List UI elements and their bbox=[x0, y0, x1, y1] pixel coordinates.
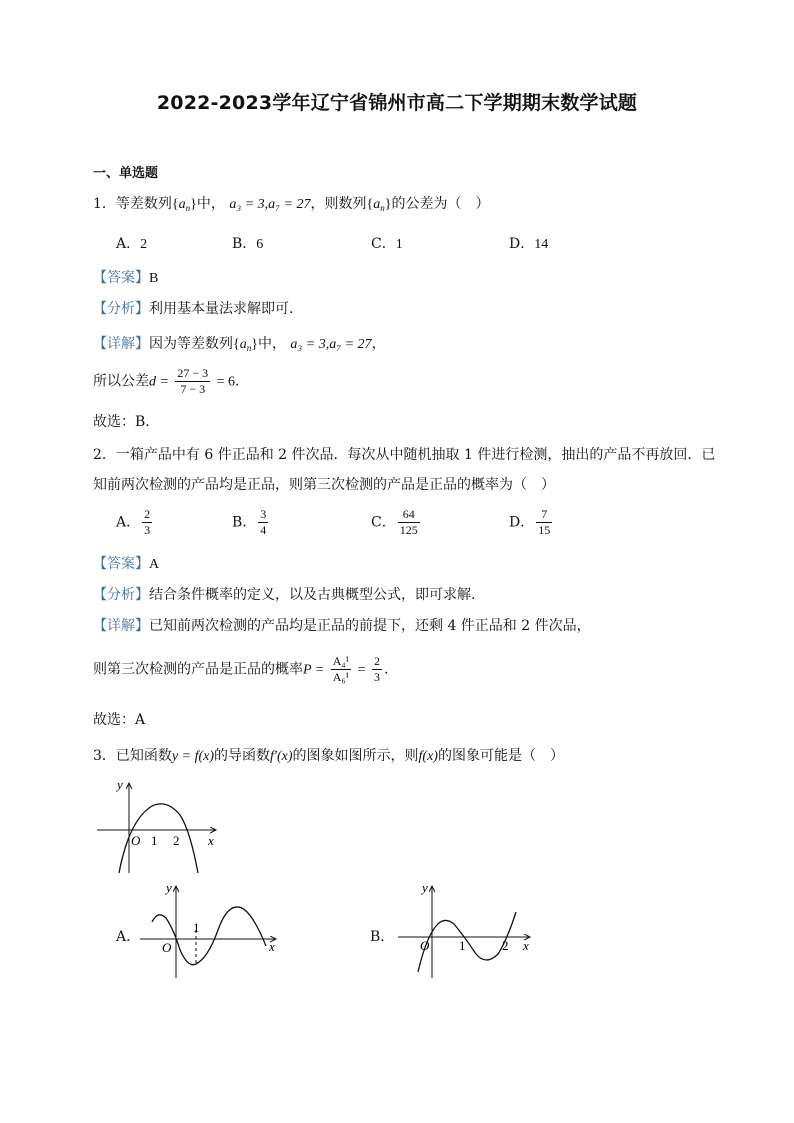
sequence-subscript: n bbox=[246, 343, 252, 353]
fraction bbox=[258, 507, 268, 538]
option-label: C． bbox=[371, 514, 396, 531]
q1-answer bbox=[93, 267, 158, 287]
fraction-denominator: 3 bbox=[144, 523, 151, 537]
derivative-graph bbox=[92, 775, 227, 875]
origin-label: O bbox=[131, 833, 141, 848]
origin-label: O bbox=[162, 940, 172, 955]
step-end: . bbox=[235, 373, 240, 390]
derivative-formula: f′(x) bbox=[270, 749, 293, 764]
q3-option-b-label: B． bbox=[370, 929, 395, 945]
y-label: y bbox=[422, 880, 428, 895]
q2-option-a bbox=[116, 507, 154, 538]
analysis-text: 利用基本量法求解即可. bbox=[149, 301, 294, 317]
condition-formula: a₃ = 3,a₇ = 27 bbox=[290, 337, 372, 352]
option-a-graph bbox=[138, 880, 283, 980]
detail-text: ， bbox=[371, 336, 386, 352]
question-1-stem: 1．等差数列$\{a_n\}$中， a₃ = 3,a₇ = 27，则数列$\{a_n\}$的公差为（ ） bbox=[93, 196, 490, 213]
fraction bbox=[331, 654, 351, 685]
sequence-symbol: a bbox=[373, 197, 381, 212]
fraction-numerator: 7 bbox=[536, 507, 552, 523]
step-result: = 6 bbox=[216, 374, 236, 390]
q2-solution-step bbox=[93, 654, 388, 685]
q2-analysis bbox=[93, 584, 475, 604]
q2-option-c bbox=[371, 507, 422, 538]
step-variable: P = bbox=[303, 662, 325, 678]
option-label: C． bbox=[371, 236, 396, 252]
step-text: 则第三次检测的产品是正品的概率 bbox=[93, 661, 303, 678]
fraction-numerator: 27 − 3 bbox=[177, 366, 209, 380]
condition-formula: a₃ = 3,a₇ = 27 bbox=[229, 197, 311, 212]
q1-analysis bbox=[93, 298, 293, 318]
x-label: x bbox=[208, 833, 214, 848]
option-label: D． bbox=[509, 236, 535, 252]
fraction-denominator: 15 bbox=[538, 523, 551, 537]
q1-option-b bbox=[232, 233, 263, 253]
equals-sign: = bbox=[357, 662, 366, 678]
stem-text: 3．已知函数 bbox=[93, 748, 172, 764]
answer-tag: 【答案】 bbox=[93, 270, 149, 286]
q1-option-a bbox=[116, 233, 147, 253]
detail-text: 因为等差数列 bbox=[149, 336, 233, 352]
y-label: y bbox=[166, 880, 172, 895]
option-value: 6 bbox=[256, 237, 264, 252]
tick-label: 2 bbox=[502, 938, 509, 953]
q2-option-d bbox=[509, 507, 554, 538]
tick-label: 1 bbox=[193, 920, 200, 935]
sequence-symbol: a bbox=[178, 197, 186, 212]
stem-text: 等差数列 bbox=[115, 196, 172, 212]
page-title: 2022-2023学年辽宁省锦州市高二下学期期末数学试题 bbox=[156, 92, 638, 114]
answer-value: A bbox=[149, 557, 160, 572]
fraction-numerator: 64 bbox=[398, 507, 420, 523]
q2-conclusion: 故选：A bbox=[93, 712, 146, 728]
stem-text: 的公差为（ ） bbox=[391, 196, 490, 212]
fraction-denominator: A₆¹ bbox=[332, 670, 350, 684]
stem-text: 的图象如图所示，则 bbox=[292, 748, 419, 764]
stem-text: 中， bbox=[196, 196, 225, 212]
fraction-denominator: 4 bbox=[260, 523, 267, 537]
fraction bbox=[536, 507, 552, 538]
option-label: A． bbox=[116, 514, 141, 531]
stem-text: 的图象可能是（ ） bbox=[437, 748, 564, 764]
x-label: x bbox=[523, 938, 529, 953]
option-value: 2 bbox=[140, 237, 148, 252]
sequence-symbol: a bbox=[239, 337, 247, 352]
q1-option-c bbox=[371, 233, 403, 253]
fraction-numerator: 2 bbox=[373, 654, 380, 668]
section-heading: 一、单选题 bbox=[93, 166, 159, 181]
fraction-denominator: 7 − 3 bbox=[180, 382, 206, 396]
function-formula: f(x) bbox=[418, 749, 438, 764]
fraction-numerator: A₄¹ bbox=[332, 654, 350, 668]
q2-answer bbox=[93, 553, 159, 573]
analysis-text: 结合条件概率的定义，以及古典概型公式，即可求解. bbox=[149, 587, 476, 603]
step-text: 所以公差 bbox=[93, 373, 149, 390]
answer-value: B bbox=[149, 271, 159, 286]
detail-text: 中， bbox=[257, 336, 286, 352]
q1-option-d bbox=[509, 233, 548, 253]
q3-option-a-label: A． bbox=[116, 929, 141, 945]
origin-label: O bbox=[420, 938, 430, 953]
tick-label: 1 bbox=[151, 833, 158, 848]
question-2-line-2: 知前两次检测的产品均是正品，则第三次检测的产品是正品的概率为（ ） bbox=[93, 477, 555, 493]
detail-text: 已知前两次检测的产品均是正品的前提下，还剩 4 件正品和 2 件次品， bbox=[149, 618, 591, 634]
fraction-denominator: 3 bbox=[373, 670, 380, 684]
step-end: . bbox=[383, 661, 389, 678]
option-b-graph bbox=[392, 880, 537, 980]
tick-label: 1 bbox=[459, 938, 466, 953]
analysis-tag: 【分析】 bbox=[93, 301, 149, 317]
y-label: y bbox=[117, 777, 123, 792]
x-label: x bbox=[269, 939, 275, 954]
option-label: D． bbox=[509, 514, 535, 531]
sequence-subscript: n bbox=[185, 203, 191, 213]
step-variable: d = bbox=[149, 374, 169, 390]
fraction-numerator: 2 bbox=[144, 507, 151, 521]
stem-text: ，则数列 bbox=[310, 196, 367, 212]
answer-tag: 【答案】 bbox=[93, 556, 149, 572]
q1-detail: 【详解】因为等差数列$\{a_n\}$中， a₃ = 3,a₇ = 27， bbox=[93, 336, 386, 353]
option-a-curve bbox=[152, 907, 266, 965]
option-value: 14 bbox=[534, 237, 549, 252]
option-label: B． bbox=[232, 236, 257, 252]
q1-solution-step bbox=[93, 366, 240, 397]
question-2-line-1: 2．一箱产品中有 6 件正品和 2 件次品．每次从中随机抽取 1 件进行检测，抽出的产品不再放回．已 bbox=[93, 447, 716, 463]
q2-detail bbox=[93, 615, 591, 635]
question-number: 1． bbox=[93, 196, 116, 212]
fraction bbox=[398, 507, 420, 538]
question-3-stem bbox=[93, 745, 564, 765]
detail-tag: 【详解】 bbox=[93, 618, 149, 634]
q2-option-b bbox=[232, 507, 270, 538]
analysis-tag: 【分析】 bbox=[93, 587, 149, 603]
option-label: B． bbox=[232, 514, 257, 531]
q1-conclusion: 故选：B. bbox=[93, 414, 150, 430]
sequence-subscript: n bbox=[380, 203, 385, 213]
fraction bbox=[175, 366, 210, 397]
option-label: A． bbox=[116, 236, 141, 252]
fraction bbox=[372, 654, 382, 685]
stem-text: 的导函数 bbox=[214, 748, 271, 764]
function-formula: y = f(x) bbox=[171, 749, 215, 764]
fraction bbox=[142, 507, 152, 538]
option-value: 1 bbox=[395, 237, 403, 252]
detail-tag: 【详解】 bbox=[93, 336, 149, 352]
fraction-numerator: 3 bbox=[260, 507, 267, 521]
fraction-denominator: 125 bbox=[399, 523, 418, 537]
tick-label: 2 bbox=[173, 833, 180, 848]
